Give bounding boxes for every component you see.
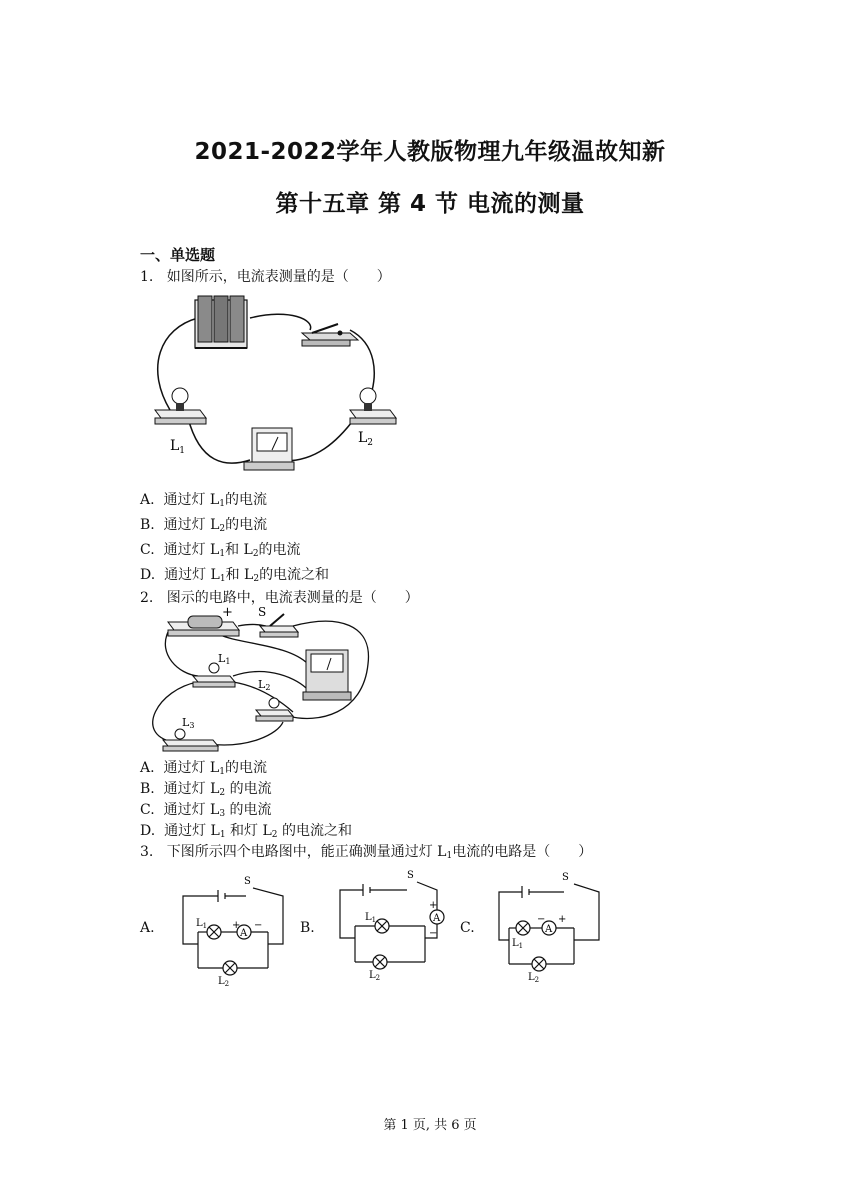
ammeter-icon [303,650,351,700]
svg-text:L2: $L_2$ [528,972,540,982]
q3-choice-a-label[interactable]: A. [140,920,155,936]
svg-text:L1: $L_1$ [512,938,524,950]
question-1-figure [140,288,400,478]
svg-text:L2: L2 [258,678,271,692]
svg-text:L1: $L_1$ [365,912,377,924]
q2-option-c[interactable]: C. 通过灯 $L_3$ 的电流 [140,802,272,819]
q1-option-c[interactable]: C. 通过灯 $L_1$和 $L_2$的电流 [140,542,301,559]
bulb-l2-icon [350,388,396,424]
svg-text:L2: $L_2$ [369,970,381,980]
battery-icon [195,296,247,348]
q2-option-b[interactable]: B. 通过灯 $L_2$ 的电流 [140,781,272,798]
bulb-l2-icon [256,698,293,721]
svg-text:−: − [429,928,438,939]
svg-text:L1: $L_1$ [196,918,208,930]
q3-choice-b-label[interactable]: B. [300,920,315,936]
section-heading: 一、单选题 [140,246,216,264]
svg-text:A: A [433,913,441,924]
q2-option-d[interactable]: D. 通过灯 $L_1$ 和灯 $L_2$ 的电流之和 [140,823,352,840]
svg-text:+: + [429,900,438,911]
q3-circuit-a[interactable] [178,874,288,986]
svg-text:S: S [258,605,267,619]
ammeter-icon [244,428,294,470]
svg-text:+: + [232,920,241,931]
q1-option-a[interactable]: A. 通过灯 $L_1$的电流 [140,492,267,509]
q2-option-a[interactable]: A. 通过灯 $L_1$的电流 [140,760,267,777]
svg-text:−: − [537,914,546,925]
chapter-title: 第十五章 第 4 节 电流的测量 [275,191,585,217]
bulb-l3-icon [163,729,218,751]
svg-text:L2: $L_2$ [358,430,374,448]
question-3-stem: 3. 下图所示四个电路图中，能正确测量通过灯 $L_1$电流的电路是（ ） [140,844,593,861]
svg-text:L3: L3 [182,716,195,730]
q1-option-b[interactable]: B. 通过灯 $L_2$的电流 [140,517,268,534]
q3-choice-c-label[interactable]: C. [460,920,475,936]
svg-text:−: − [254,920,263,931]
svg-text:+: + [222,605,233,620]
q3-circuit-c[interactable] [494,870,609,982]
svg-text:S: S [562,872,569,883]
svg-text:S: S [244,876,251,887]
page-footer: 第 1 页, 共 6 页 [383,1118,477,1133]
svg-text:S: S [407,870,414,881]
svg-text:A: A [545,924,553,935]
document-title: 2021-2022学年人教版物理九年级温故知新 [194,139,666,165]
svg-text:A: A [240,928,248,939]
svg-text:L1: $L_1$ [170,438,186,456]
question-1-stem: 1. 如图所示，电流表测量的是（ ） [140,269,391,285]
svg-text:+: + [558,914,567,925]
question-2-figure [138,604,378,754]
svg-text:L2: $L_2$ [218,976,230,986]
question-2-stem: 2. 图示的电路中，电流表测量的是（ ） [140,590,419,606]
q1-option-d[interactable]: D. 通过灯 $L_1$和 $L_2$的电流之和 [140,567,330,584]
bulb-l1-icon [193,663,235,687]
svg-text:L1: L1 [218,652,231,666]
q3-circuit-b[interactable] [335,868,450,980]
